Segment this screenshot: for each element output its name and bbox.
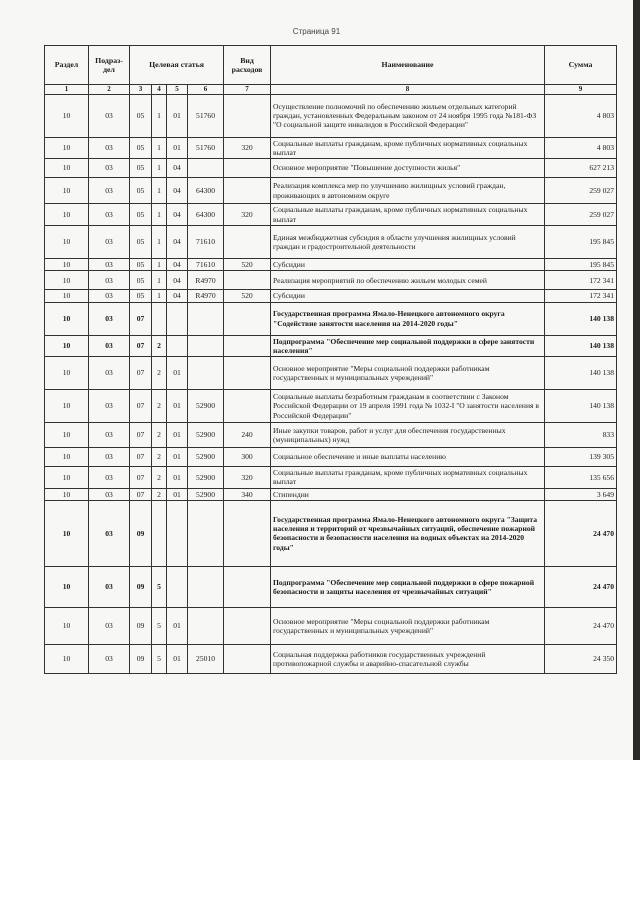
cell-summa: 833 [545, 423, 617, 448]
cell-podrazdel: 03 [89, 335, 130, 357]
col-number: 3 [130, 85, 152, 95]
cell-podrazdel: 03 [89, 290, 130, 302]
cell-razdel: 10 [45, 159, 89, 178]
cell-podrazdel: 03 [89, 390, 130, 423]
cell-naimenovanie: Основное мероприятие "Повышение доступности жилья" [271, 159, 545, 178]
cell-podrazdel: 03 [89, 607, 130, 644]
cell-vid-rashodov [224, 178, 271, 204]
cell-vid-rashodov [224, 357, 271, 390]
table-row [45, 94, 617, 137]
header-summa: Сумма [545, 46, 617, 85]
cell-napravlenie: 52900 [188, 467, 224, 489]
cell-podprogramma [152, 500, 167, 566]
cell-napravlenie [188, 357, 224, 390]
cell-napravlenie: 52900 [188, 390, 224, 423]
cell-meropriyatie: 04 [167, 178, 188, 204]
cell-podprogramma [152, 302, 167, 335]
cell-vid-rashodov [224, 607, 271, 644]
cell-meropriyatie: 01 [167, 137, 188, 159]
cell-summa: 4 803 [545, 94, 617, 137]
cell-meropriyatie [167, 566, 188, 607]
cell-napravlenie [188, 566, 224, 607]
cell-podrazdel: 03 [89, 137, 130, 159]
col-number: 4 [152, 85, 167, 95]
cell-naimenovanie: Государственная программа Ямало-Ненецкого автономного округа "Защита населения и территорий от чрезвычайных ситуаций, обеспечение пожарной безопасности и безопасности населения на водных объектах на 2014-2020 годы" [271, 500, 545, 566]
cell-naimenovanie: Социальные выплаты гражданам, кроме публичных нормативных социальных выплат [271, 137, 545, 159]
cell-meropriyatie: 01 [167, 607, 188, 644]
cell-razdel: 10 [45, 423, 89, 448]
cell-vid-rashodov: 320 [224, 137, 271, 159]
cell-naimenovanie: Социальные выплаты гражданам, кроме публичных нормативных социальных выплат [271, 204, 545, 226]
cell-programma: 05 [130, 204, 152, 226]
table-row [45, 448, 617, 467]
cell-razdel: 10 [45, 259, 89, 271]
cell-razdel: 10 [45, 204, 89, 226]
cell-podprogramma: 2 [152, 488, 167, 500]
cell-meropriyatie: 01 [167, 644, 188, 673]
col-number: 1 [45, 85, 89, 95]
cell-podrazdel: 03 [89, 204, 130, 226]
table-row [45, 423, 617, 448]
cell-naimenovanie: Реализация комплекса мер по улучшению жилищных условий граждан, проживающих в автономном округе [271, 178, 545, 204]
cell-programma: 07 [130, 448, 152, 467]
cell-naimenovanie: Субсидии [271, 290, 545, 302]
cell-podrazdel: 03 [89, 644, 130, 673]
cell-naimenovanie: Субсидии [271, 259, 545, 271]
cell-programma: 07 [130, 302, 152, 335]
cell-vid-rashodov [224, 271, 271, 290]
cell-vid-rashodov [224, 335, 271, 357]
cell-napravlenie: R4970 [188, 290, 224, 302]
cell-napravlenie: 71610 [188, 259, 224, 271]
cell-razdel: 10 [45, 335, 89, 357]
cell-podprogramma: 2 [152, 390, 167, 423]
cell-razdel: 10 [45, 94, 89, 137]
cell-programma: 05 [130, 159, 152, 178]
cell-razdel: 10 [45, 566, 89, 607]
cell-vid-rashodov: 520 [224, 290, 271, 302]
header-vid-rashodov: Вид расходов [224, 46, 271, 85]
cell-podrazdel: 03 [89, 159, 130, 178]
cell-meropriyatie: 04 [167, 290, 188, 302]
cell-programma: 05 [130, 271, 152, 290]
cell-vid-rashodov: 240 [224, 423, 271, 448]
cell-summa: 24 470 [545, 566, 617, 607]
col-number: 5 [167, 85, 188, 95]
cell-meropriyatie: 04 [167, 259, 188, 271]
cell-vid-rashodov: 320 [224, 467, 271, 489]
table-row [45, 335, 617, 357]
cell-podrazdel: 03 [89, 467, 130, 489]
cell-summa: 140 138 [545, 302, 617, 335]
cell-podrazdel: 03 [89, 259, 130, 271]
cell-summa: 3 649 [545, 488, 617, 500]
cell-naimenovanie: Основное мероприятие "Меры социальной поддержки работникам государственных и муниципальных учреждений" [271, 607, 545, 644]
cell-programma: 05 [130, 137, 152, 159]
header-podrazdel: Подраз-дел [89, 46, 130, 85]
cell-napravlenie [188, 302, 224, 335]
cell-meropriyatie: 01 [167, 467, 188, 489]
cell-summa: 259 027 [545, 204, 617, 226]
cell-razdel: 10 [45, 390, 89, 423]
cell-podprogramma: 1 [152, 259, 167, 271]
cell-podrazdel: 03 [89, 94, 130, 137]
cell-naimenovanie: Подпрограмма "Обеспечение мер социальной поддержки в сфере пожарной безопасности и защиты населения от чрезвычайных ситуаций" [271, 566, 545, 607]
cell-napravlenie [188, 159, 224, 178]
cell-summa: 24 350 [545, 644, 617, 673]
col-number: 7 [224, 85, 271, 95]
cell-summa: 172 341 [545, 271, 617, 290]
cell-meropriyatie: 01 [167, 423, 188, 448]
table-header-row [45, 46, 617, 85]
cell-naimenovanie: Иные закупки товаров, работ и услуг для обеспечения государственных (муниципальных) нужд [271, 423, 545, 448]
cell-naimenovanie: Стипендии [271, 488, 545, 500]
cell-vid-rashodov [224, 390, 271, 423]
budget-table [44, 45, 617, 674]
cell-programma: 07 [130, 390, 152, 423]
table-row [45, 302, 617, 335]
cell-podrazdel: 03 [89, 357, 130, 390]
table-row [45, 488, 617, 500]
cell-podrazdel: 03 [89, 500, 130, 566]
cell-podprogramma: 1 [152, 271, 167, 290]
col-number: 2 [89, 85, 130, 95]
table-body [45, 94, 617, 673]
cell-podprogramma: 2 [152, 423, 167, 448]
cell-napravlenie: 52900 [188, 488, 224, 500]
cell-podprogramma: 1 [152, 94, 167, 137]
table-row [45, 357, 617, 390]
cell-meropriyatie: 04 [167, 204, 188, 226]
cell-podrazdel: 03 [89, 178, 130, 204]
cell-vid-rashodov [224, 566, 271, 607]
cell-podprogramma: 1 [152, 204, 167, 226]
cell-napravlenie: 51760 [188, 94, 224, 137]
cell-razdel: 10 [45, 500, 89, 566]
cell-vid-rashodov: 520 [224, 259, 271, 271]
table-row [45, 390, 617, 423]
cell-summa: 195 845 [545, 226, 617, 259]
header-naimenovanie: Наименование [271, 46, 545, 85]
cell-programma: 07 [130, 467, 152, 489]
cell-naimenovanie: Подпрограмма "Обеспечение мер социальной поддержки в сфере занятости населения" [271, 335, 545, 357]
table-row [45, 204, 617, 226]
cell-razdel: 10 [45, 226, 89, 259]
cell-podprogramma: 2 [152, 335, 167, 357]
table-row [45, 259, 617, 271]
cell-meropriyatie: 04 [167, 271, 188, 290]
cell-podrazdel: 03 [89, 302, 130, 335]
cell-napravlenie: 52900 [188, 423, 224, 448]
cell-podprogramma: 1 [152, 226, 167, 259]
cell-programma: 09 [130, 566, 152, 607]
cell-programma: 09 [130, 500, 152, 566]
cell-meropriyatie: 01 [167, 94, 188, 137]
cell-podprogramma: 5 [152, 566, 167, 607]
cell-naimenovanie: Осуществление полномочий по обеспечению жильем отдельных категорий граждан, установленных Федеральным законом от 24 ноября 1995 года №181-ФЗ "О социальной защите инвалидов в Российской Федерации" [271, 94, 545, 137]
cell-programma: 05 [130, 178, 152, 204]
cell-napravlenie: 52900 [188, 448, 224, 467]
cell-summa: 4 803 [545, 137, 617, 159]
cell-meropriyatie: 01 [167, 390, 188, 423]
col-number: 9 [545, 85, 617, 95]
cell-podprogramma: 2 [152, 448, 167, 467]
cell-podrazdel: 03 [89, 448, 130, 467]
cell-podprogramma: 1 [152, 137, 167, 159]
cell-naimenovanie: Единая межбюджетная субсидия в области улучшения жилищных условий граждан и градостроительной деятельности [271, 226, 545, 259]
cell-meropriyatie: 04 [167, 226, 188, 259]
cell-programma: 05 [130, 94, 152, 137]
cell-razdel: 10 [45, 467, 89, 489]
cell-meropriyatie [167, 302, 188, 335]
cell-napravlenie: 64300 [188, 204, 224, 226]
cell-podprogramma: 5 [152, 607, 167, 644]
cell-razdel: 10 [45, 607, 89, 644]
cell-summa: 627 213 [545, 159, 617, 178]
cell-naimenovanie: Социальное обеспечение и иные выплаты населению [271, 448, 545, 467]
cell-programma: 05 [130, 290, 152, 302]
cell-napravlenie: R4970 [188, 271, 224, 290]
header-razdel: Раздел [45, 46, 89, 85]
cell-summa: 259 027 [545, 178, 617, 204]
cell-programma: 05 [130, 226, 152, 259]
cell-vid-rashodov: 340 [224, 488, 271, 500]
cell-programma: 07 [130, 335, 152, 357]
cell-podprogramma: 1 [152, 290, 167, 302]
cell-podprogramma: 2 [152, 357, 167, 390]
cell-naimenovanie: Основное мероприятие "Меры социальной поддержки работникам государственных и муниципальных учреждений" [271, 357, 545, 390]
cell-summa: 139 305 [545, 448, 617, 467]
col-number: 8 [271, 85, 545, 95]
cell-programma: 07 [130, 423, 152, 448]
cell-podprogramma: 2 [152, 467, 167, 489]
cell-razdel: 10 [45, 290, 89, 302]
cell-meropriyatie [167, 500, 188, 566]
cell-summa: 135 656 [545, 467, 617, 489]
cell-programma: 05 [130, 259, 152, 271]
col-number: 6 [188, 85, 224, 95]
cell-vid-rashodov: 300 [224, 448, 271, 467]
cell-vid-rashodov [224, 644, 271, 673]
cell-vid-rashodov [224, 500, 271, 566]
cell-razdel: 10 [45, 302, 89, 335]
cell-razdel: 10 [45, 644, 89, 673]
cell-napravlenie: 64300 [188, 178, 224, 204]
table-row [45, 271, 617, 290]
table-row [45, 226, 617, 259]
cell-podprogramma: 1 [152, 178, 167, 204]
table-row [45, 290, 617, 302]
table-row [45, 644, 617, 673]
cell-podrazdel: 03 [89, 566, 130, 607]
table-row [45, 607, 617, 644]
cell-naimenovanie: Реализация мероприятий по обеспечению жильем молодых семей [271, 271, 545, 290]
table-row [45, 137, 617, 159]
column-numbers-row [45, 85, 617, 95]
cell-podrazdel: 03 [89, 423, 130, 448]
cell-podprogramma: 5 [152, 644, 167, 673]
cell-razdel: 10 [45, 357, 89, 390]
cell-summa: 24 470 [545, 607, 617, 644]
page-number-title: Страница 91 [292, 27, 341, 36]
cell-summa: 24 470 [545, 500, 617, 566]
cell-programma: 07 [130, 357, 152, 390]
cell-programma: 09 [130, 644, 152, 673]
cell-summa: 195 845 [545, 259, 617, 271]
cell-razdel: 10 [45, 178, 89, 204]
table-row [45, 500, 617, 566]
cell-summa: 172 341 [545, 290, 617, 302]
header-celevaya-statya: Целевая статья [130, 46, 224, 85]
cell-napravlenie: 71610 [188, 226, 224, 259]
cell-podrazdel: 03 [89, 488, 130, 500]
cell-napravlenie: 51760 [188, 137, 224, 159]
cell-podrazdel: 03 [89, 271, 130, 290]
cell-meropriyatie: 01 [167, 488, 188, 500]
cell-meropriyatie [167, 335, 188, 357]
cell-summa: 140 138 [545, 357, 617, 390]
table-row [45, 178, 617, 204]
cell-razdel: 10 [45, 137, 89, 159]
cell-naimenovanie: Социальные выплаты гражданам, кроме публичных нормативных социальных выплат [271, 467, 545, 489]
cell-naimenovanie: Государственная программа Ямало-Ненецкого автономного округа "Содействие занятости населения на 2014-2020 годы" [271, 302, 545, 335]
cell-podprogramma: 1 [152, 159, 167, 178]
cell-vid-rashodov [224, 302, 271, 335]
cell-meropriyatie: 01 [167, 357, 188, 390]
cell-vid-rashodov [224, 226, 271, 259]
table-row [45, 159, 617, 178]
cell-naimenovanie: Социальные выплаты безработным гражданам в соответствии с Законом Российской Федерации от 19 апреля 1991 года № 1032-I "О занятости населения в Российской Федерации" [271, 390, 545, 423]
cell-razdel: 10 [45, 271, 89, 290]
table-row [45, 467, 617, 489]
cell-razdel: 10 [45, 488, 89, 500]
cell-summa: 140 138 [545, 335, 617, 357]
cell-summa: 140 138 [545, 390, 617, 423]
cell-podrazdel: 03 [89, 226, 130, 259]
cell-vid-rashodov [224, 159, 271, 178]
cell-vid-rashodov [224, 94, 271, 137]
cell-naimenovanie: Социальная поддержка работников государственных учреждений противопожарной службы и аварийно-спасательной службы [271, 644, 545, 673]
cell-napravlenie [188, 335, 224, 357]
cell-napravlenie [188, 500, 224, 566]
cell-napravlenie: 25010 [188, 644, 224, 673]
cell-programma: 07 [130, 488, 152, 500]
cell-meropriyatie: 01 [167, 448, 188, 467]
table-row [45, 566, 617, 607]
cell-meropriyatie: 04 [167, 159, 188, 178]
cell-napravlenie [188, 607, 224, 644]
cell-razdel: 10 [45, 448, 89, 467]
cell-programma: 09 [130, 607, 152, 644]
cell-vid-rashodov: 320 [224, 204, 271, 226]
